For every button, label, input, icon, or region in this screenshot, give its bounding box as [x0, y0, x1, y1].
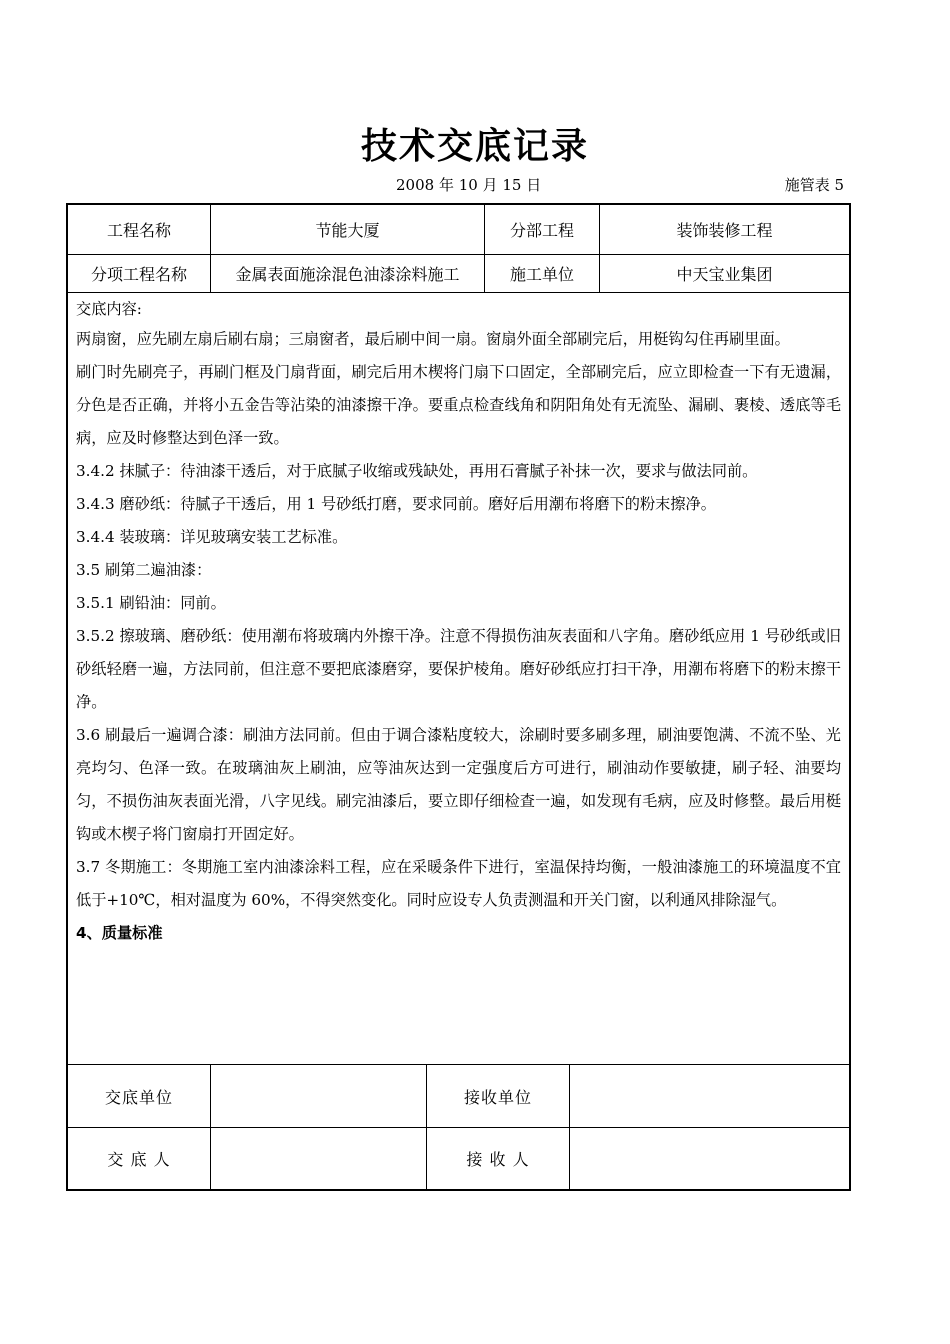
division-label: 分部工程	[485, 205, 600, 254]
content-paragraph: 刷门时先刷亮子，再刷门框及门扇背面，刷完后用木楔将门扇下口固定，全部刷完后，应立即检查一下有无遗漏，分色是否正确，并将小五金告等沾染的油漆擦干净。要重点检查线角和阴阳角处有无流坠、漏刷、裹棱、透底等毛病，应及时修整达到色泽一致。	[76, 363, 841, 447]
record-table	[66, 203, 851, 1191]
issuer-label: 交 底 人	[68, 1127, 211, 1189]
receiver-field[interactable]	[570, 1127, 849, 1189]
subitem-label: 分项工程名称	[68, 254, 211, 292]
content-paragraph: 3.7 冬期施工：冬期施工室内油漆涂料工程，应在采暖条件下进行，室温保持均衡，一般油漆施工的环境温度不宜低于+10℃，相对温度为 60%，不得突然变化。同时应设专人负责测温和开关门窗，以利通风排除湿气。	[76, 858, 841, 909]
content-paragraph: 3.4.4 装玻璃：详见玻璃安装工艺标准。	[76, 528, 348, 546]
project-row	[68, 205, 849, 255]
receiver-unit-field[interactable]	[570, 1065, 849, 1127]
unit-value: 中天宝业集团	[676, 264, 773, 284]
content-paragraph: 3.5.1 刷铅油：同前。	[76, 594, 226, 612]
briefing-content	[68, 292, 849, 1065]
issuer-unit-field[interactable]	[211, 1065, 427, 1127]
subitem-value: 金属表面施涂混色油漆涂料施工	[211, 254, 485, 292]
content-paragraph: 3.4.2 抹腻子：待油漆干透后，对于底腻子收缩或残缺处，再用石膏腻子补抹一次，要求与做法同前。	[76, 462, 758, 480]
person-signature-row	[68, 1127, 849, 1189]
division-value: 装饰装修工程	[676, 221, 773, 240]
content-paragraph: 3.6 刷最后一遍调合漆：刷油方法同前。但由于调合漆粘度较大，涂刷时要多刷多理，刷油要饱满、不流不坠、光亮均匀、色泽一致。在玻璃油灰上刷油，应等油灰达到一定强度后方可进行，刷油动作要敏捷，刷子轻、油要均匀，不损伤油灰表面光滑，八字见线。刷完油漆后，要立即仔细检查一遍，如发现有毛病，应及时修整。最后用梃钩或木楔子将门窗扇打开固定好。	[76, 726, 841, 843]
content-paragraph: 两扇窗，应先刷左扇后刷右扇；三扇窗者，最后刷中间一扇。窗扇外面全部刷完后，用梃钩勾住再刷里面。	[76, 330, 790, 348]
project-value: 节能大厦	[211, 205, 485, 254]
content-paragraph: 3.4.3 磨砂纸：待腻子干透后，用 1 号砂纸打磨，要求同前。磨好后用潮布将磨下的粉末擦净。	[76, 495, 716, 513]
form-number: 施管表 5	[784, 176, 844, 194]
page-title: 技术交底记录	[360, 126, 589, 167]
receiver-unit-label: 接收单位	[427, 1065, 570, 1127]
project-label: 工程名称	[68, 205, 211, 254]
receiver-label: 接 收 人	[427, 1127, 570, 1189]
issuer-field[interactable]	[211, 1127, 427, 1189]
quality-standard-heading: 4、质量标准	[76, 924, 163, 942]
content-paragraph: 3.5 刷第二遍油漆：	[76, 561, 212, 579]
issuer-unit-label: 交底单位	[68, 1065, 211, 1127]
unit-label: 施工单位	[485, 254, 600, 292]
subitem-row	[68, 254, 849, 293]
content-paragraph: 3.5.2 擦玻璃、磨砂纸：使用潮布将玻璃内外擦干净。注意不得损伤油灰表面和八字角。磨砂纸应用 1 号砂纸或旧砂纸轻磨一遍，方法同前，但注意不要把底漆磨穿，要保护棱角。磨好砂纸应打扫干净，用潮布将磨下的粉末擦干净。	[76, 627, 841, 711]
content-label: 交底内容:	[76, 300, 142, 318]
unit-signature-row	[68, 1065, 849, 1128]
record-date: 2008 年 10 月 15 日	[396, 176, 542, 194]
